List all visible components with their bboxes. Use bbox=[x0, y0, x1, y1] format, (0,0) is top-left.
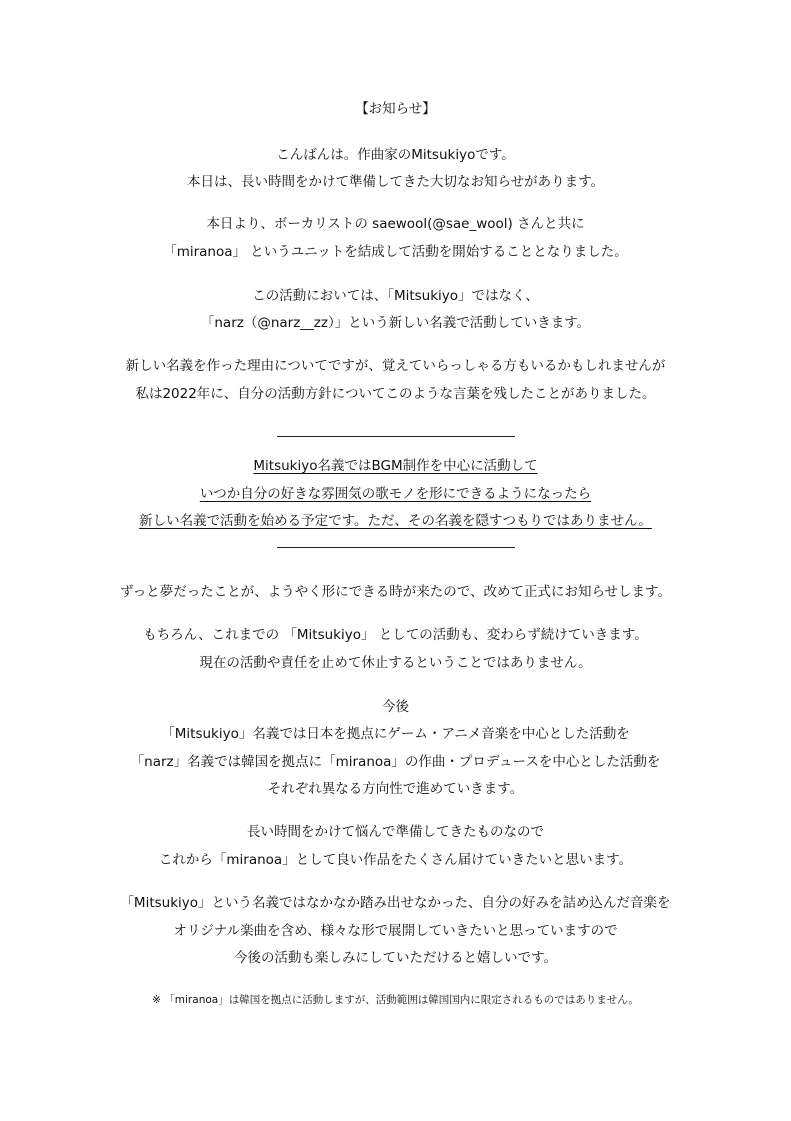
greeting-line-2: 本日は、長い時間をかけて準備してきた大切なお知らせがあります。 bbox=[186, 174, 604, 190]
hope-line-3: 今後の活動も楽しみにしていただけると嬉しいです。 bbox=[234, 950, 557, 966]
continue-line-2: 現在の活動や責任を止めて休止するということではありません。 bbox=[199, 655, 592, 671]
unit-line-1: 本日より、ボーカリストの saewool(@sae_wool) さんと共に bbox=[206, 216, 585, 232]
dream-line: ずっと夢だったことが、ようやく形にできる時が来たので、改めて正式にお知らせします。 bbox=[120, 584, 671, 600]
alias-line-2: 「narz（@narz__zz）」という新しい名義で活動していきます。 bbox=[200, 315, 591, 331]
closing-line-2: これから「miranoa」として良い作品をたくさん届けていきたいと思います。 bbox=[158, 852, 633, 868]
notice-heading: 【お知らせ】 bbox=[355, 101, 436, 117]
future-heading: 今後 bbox=[382, 699, 409, 715]
quote-divider-bottom bbox=[277, 547, 515, 548]
quote-line-3: 新しい名義で活動を始める予定です。ただ、その名義を隠すつもりではありません。 bbox=[139, 513, 652, 529]
continue-line-1: もちろん、これまでの 「Mitsukiyo」 としての活動も、変わらず続けていきます。 bbox=[143, 627, 648, 643]
future-line-1: 「Mitsukiyo」名義では日本を拠点にゲーム・アニメ音楽を中心とした活動を bbox=[161, 726, 630, 742]
alias-line-1: この活動においては、「Mitsukiyo」ではなく、 bbox=[252, 288, 539, 304]
greeting-line-1: こんばんは。作曲家のMitsukiyoです。 bbox=[276, 147, 515, 163]
quote-divider-top bbox=[277, 436, 515, 437]
quote-line-2: いつか自分の好きな雰囲気の歌モノを形にできるようになったら bbox=[199, 486, 592, 502]
reason-line-1: 新しい名義を作った理由についてですが、覚えていらっしゃる方もいるかもしれませんが bbox=[125, 358, 666, 374]
future-line-3: それぞれ異なる方向性で進めていきます。 bbox=[267, 781, 524, 797]
unit-line-2: 「miranoa」 というユニットを結成して活動を開始することとなりました。 bbox=[163, 244, 628, 260]
quote-line-1: Mitsukiyo名義ではBGM制作を中心に活動して bbox=[253, 458, 538, 474]
closing-line-1: 長い時間をかけて悩んで準備してきたものなので bbox=[247, 824, 544, 840]
reason-line-2: 私は2022年に、自分の活動方針についてこのような言葉を残したことがありました。 bbox=[135, 386, 656, 402]
footnote: ※ 「miranoa」は韓国を拠点に活動しますが、活動範囲は韓国国内に限定されるものではありません。 bbox=[152, 994, 639, 1006]
hope-line-2: オリジナル楽曲を含め、様々な形で展開していきたいと思っていますので bbox=[173, 923, 618, 939]
hope-line-1: 「Mitsukiyo」という名義ではなかなか踏み出せなかった、自分の好みを詰め込んだ音楽を bbox=[120, 895, 671, 911]
future-line-2: 「narz」名義では韓国を拠点に「miranoa」の作曲・プロデュースを中心とした活動を bbox=[130, 754, 661, 770]
